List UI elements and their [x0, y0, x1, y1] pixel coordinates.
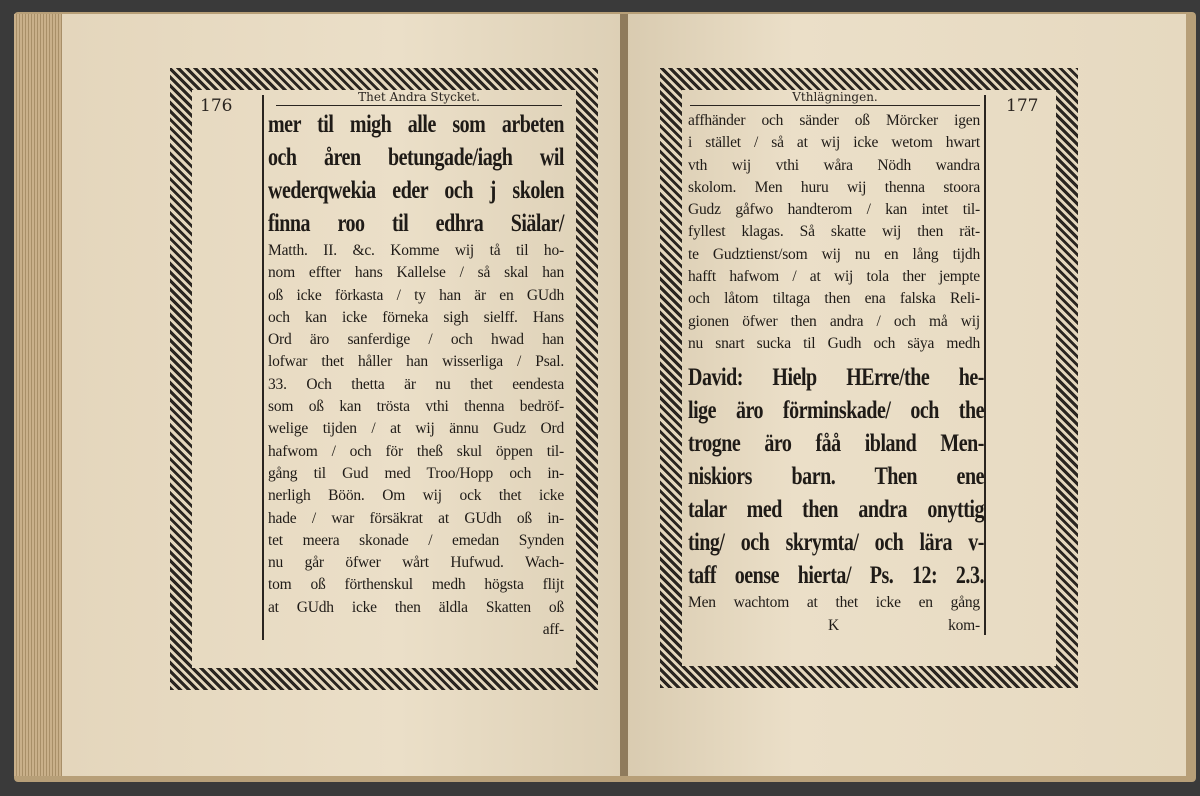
text-line: och låtom tiltaga then ena falska Reli-	[688, 290, 980, 308]
text-line: tom oß förthenskul medh högsta flijt	[268, 576, 564, 594]
text-line-large: talar med then andra onyttig	[688, 496, 984, 524]
text-line: 33. Och thetta är nu thet eendesta	[268, 375, 564, 393]
text-line: Matth. II. &c. Komme wij tå til ho-	[268, 242, 564, 259]
text-line-large: trogne äro fåå ibland Men-	[688, 430, 984, 458]
right-text-block	[688, 110, 984, 637]
text-line: hafft hafwom / at wij tola ther jempte	[688, 268, 980, 286]
catchword: kom-	[948, 616, 980, 634]
text-line: affhänder och sänder oß Mörcker igen	[688, 112, 980, 129]
text-line-large: mer til migh alle som arbeten	[268, 111, 564, 138]
text-line-large: och åren betungade/iagh wil	[268, 144, 564, 171]
text-line: gång til Gud med Troo/Hopp och in-	[268, 464, 564, 482]
text-line-large: taff oense hierta/ Ps. 12: 2.3.	[688, 562, 984, 590]
text-line: och kan icke förneka sigh sielff. Hans	[268, 308, 564, 326]
text-line: at GUdh icke then äldla Skatten oß	[268, 598, 564, 616]
text-line: i stället / så at wij icke wetom hwart	[688, 134, 980, 152]
text-line: nu går öfwer wårt Hufwud. Wach-	[268, 554, 564, 572]
text-line: skolom. Men huru wij thenna stoora	[688, 178, 980, 196]
signature-line	[688, 615, 980, 637]
text-line: Men wachtom at thet icke en gång	[688, 594, 980, 612]
text-line: lofwar thet håller han wisserliga / Psal.	[268, 353, 564, 371]
text-line-large: niskiors barn. Then ene	[688, 463, 984, 491]
left-page-number: 176	[200, 96, 233, 116]
text-line: som oß kan trösta vthi thenna bedröf-	[268, 398, 564, 416]
right-page-number: 177	[1006, 96, 1039, 116]
text-line: te Gudztienst/som wij nu en lång tijdh	[688, 245, 980, 263]
text-line: nom effter hans Kallelse / så skal han	[268, 264, 564, 282]
left-text-block	[268, 108, 564, 641]
catchword: aff-	[542, 621, 564, 639]
text-line: hade / war försäkrat at GUdh oß in-	[268, 509, 564, 527]
text-line: welige tijden / at wij ännu Gudz Ord	[268, 420, 564, 438]
text-line: tet meera skonade / emedan Synden	[268, 531, 564, 549]
book-gutter	[620, 14, 628, 776]
text-line: Ord äro sanferdige / och hwad han	[268, 331, 564, 349]
signature-mark: K	[828, 616, 839, 634]
text-line: hafwom / och för theß skul öppen til-	[268, 442, 564, 460]
text-line: oß icke förkasta / ty han är en GUdh	[268, 286, 564, 304]
text-line-large: ting/ och skrymta/ och lära v-	[688, 529, 984, 557]
text-line-large: David: Hielp HErre/the he-	[688, 364, 984, 392]
text-line: vth wij vthi wåra Nödh wandra	[688, 156, 980, 174]
left-running-head: Thet Andra Stycket.	[276, 90, 562, 106]
text-line: Gudz gåfwo handterom / kan intet til-	[688, 201, 980, 219]
text-line: fyllest klagas. Så skatte wij then rät-	[688, 223, 980, 241]
text-line-large: wederqwekia eder och j skolen	[268, 177, 564, 204]
page-edges	[14, 14, 64, 776]
left-margin-rule	[262, 95, 264, 640]
text-line: nu snart sucka til Gudh och säya medh	[688, 334, 980, 352]
text-line-large: lige äro förminskade/ och the	[688, 397, 984, 425]
text-line-large: finna roo til edhra Siälar/	[268, 210, 564, 237]
right-margin-rule	[984, 95, 986, 635]
right-running-head: Vthlägningen.	[690, 90, 980, 106]
text-line: gionen öfwer then andra / och må wij	[688, 312, 980, 330]
text-line: nerligh Böön. Om wij ock thet icke	[268, 487, 564, 505]
